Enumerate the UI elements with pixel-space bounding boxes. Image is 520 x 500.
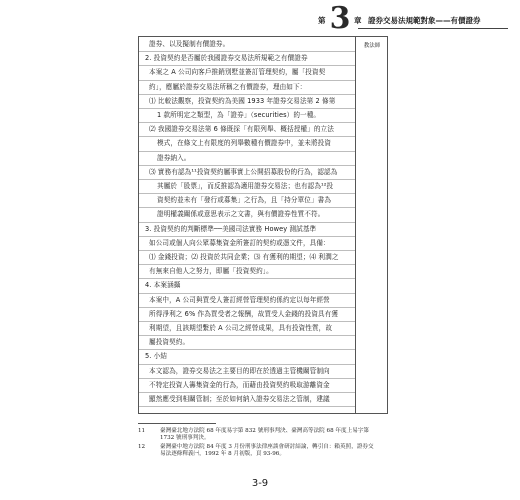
ruled-line xyxy=(139,51,355,52)
body-line: 5. 小結 xyxy=(145,352,168,361)
ruled-line xyxy=(139,94,355,95)
body-line: 證券、以及擬制有價證券。 xyxy=(149,40,230,48)
header-rule xyxy=(358,28,508,29)
chapter-number: 3 xyxy=(329,1,351,36)
footnote-number: 11 xyxy=(138,428,146,434)
body-line: ⑴ 比較法觀察，投資契約為美國 1933 年證券交易法第 2 條第 xyxy=(149,96,336,105)
body-line: 如公司或個人向公眾募集資金所簽訂的契約或憑文件，具備： xyxy=(149,238,330,247)
body-line: 屬投資契約。 xyxy=(149,338,190,347)
ruled-line xyxy=(139,335,355,336)
body-line: 約」，應屬於證券交易法所稱之有價證券，理由如下： xyxy=(149,82,307,91)
side-column-label: 教法師 xyxy=(363,43,381,49)
body-line: 證明權義關係或意思表示之文書，與有價證券性質不符。 xyxy=(157,210,325,219)
ruled-line xyxy=(139,122,355,123)
body-line: 資契約並未有「發行或募集」之行為，且「持分單位」書為 xyxy=(157,196,332,205)
footnote-text: 易法逐條釋義㈠，1992 年 8 月初版，頁 93-96。 xyxy=(160,451,285,457)
body-line: 模式，在條文上有限度的列舉數種有價證券中，並未將投資 xyxy=(157,139,332,148)
body-line: 不特定投資人籌集資金的行為，而藉由投資契約吸取游離資金 xyxy=(149,380,330,389)
body-line: 4. 本案涵攝 xyxy=(145,281,181,290)
ruled-line xyxy=(139,165,355,166)
ruled-line xyxy=(139,307,355,308)
body-line: ⑵ 我國證券交易法第 6 條既採「有限列舉、概括授權」的立法 xyxy=(149,125,334,134)
body-line: 利期望，且該期望繫於 A 公司之經營成果，具有投資性質，故 xyxy=(149,324,333,332)
body-line: ⑴ 金錢投資；⑵ 投資於共同企業；⑶ 有獲利的期望；⑷ 利潤之 xyxy=(149,253,339,261)
ruled-line xyxy=(139,250,355,251)
ruled-line xyxy=(139,222,355,223)
ruled-line xyxy=(139,179,355,180)
body-line: 證券納入。 xyxy=(157,153,191,162)
ruled-line xyxy=(139,207,355,208)
body-line: 顯然應受到相關管制；至於如何納入證券交易法之管制，建議 xyxy=(149,395,330,403)
column-divider xyxy=(355,37,356,413)
body-line: 本案之 A 公司向客戶推銷別墅並簽訂管理契約，屬「投資契 xyxy=(149,68,326,77)
ruled-line xyxy=(139,136,355,137)
ruled-line xyxy=(139,151,355,152)
body-line: 2. 投資契約是否屬於我國證券交易法所規範之有價證券 xyxy=(145,54,308,63)
footnote-text: 臺灣臺北地方法院 68 年度易字第 832 號刑事判決、臺灣高等法院 68 年度上易字第 xyxy=(160,428,369,434)
ruled-line xyxy=(139,349,355,350)
body-line: 所得淨利之 6% 作為買受者之報酬，故買受人金錢的投資具有獲 xyxy=(149,309,339,318)
body-line: 有無來自他人之努力，即屬「投資契約」。 xyxy=(149,267,273,276)
ruled-line xyxy=(139,278,355,279)
ruled-line xyxy=(139,108,355,109)
ruled-line xyxy=(139,65,355,66)
ruled-line xyxy=(139,236,355,237)
body-line: 1 款所明定之類型，為「證券」（securities）的一種。 xyxy=(157,111,321,119)
ruled-line xyxy=(139,364,355,365)
footnote-number: 12 xyxy=(138,444,146,450)
ruled-line xyxy=(139,321,355,322)
footnote-rule xyxy=(138,423,216,424)
ruled-line xyxy=(139,80,355,81)
ruled-line xyxy=(139,392,355,393)
chapter-prefix: 第 xyxy=(318,16,326,25)
chapter-title: 證券交易法規範對象——有價證券 xyxy=(368,16,481,25)
ruled-line xyxy=(139,378,355,379)
ruled-line xyxy=(139,193,355,194)
footnote-text: 臺灣臺中地方法院 84 年度 3 月份刑事法律座談會研討結論，轉引自：賴英照，證券交 xyxy=(160,444,374,450)
body-line: ⑶ 實務有認為¹¹投資契約屬事實上公開招募股份的行為，認認為 xyxy=(149,167,338,176)
page-number: 3-9 xyxy=(251,478,269,489)
body-line: 其屬於「股票」，而反推認為適用證券交易法；也有認為¹²投 xyxy=(157,182,334,190)
body-line: 本案中，A 公司與買受人簽訂經營管理契約係約定以每年經營 xyxy=(149,295,330,304)
ruled-line xyxy=(139,293,355,294)
ruled-content-table xyxy=(138,36,388,414)
ruled-line xyxy=(139,406,355,407)
ruled-line xyxy=(139,264,355,265)
body-line: 3. 投資契約的判斷標準──美國司法實務 Howey 測試基準 xyxy=(145,224,317,233)
chapter-header xyxy=(318,1,508,36)
footnote-text: 1732 號刑事判決。 xyxy=(160,435,210,441)
chapter-suffix: 章 xyxy=(354,16,362,25)
body-line: 本文認為，證券交易法之主要目的即在於透過主管機關管制向 xyxy=(149,366,330,375)
